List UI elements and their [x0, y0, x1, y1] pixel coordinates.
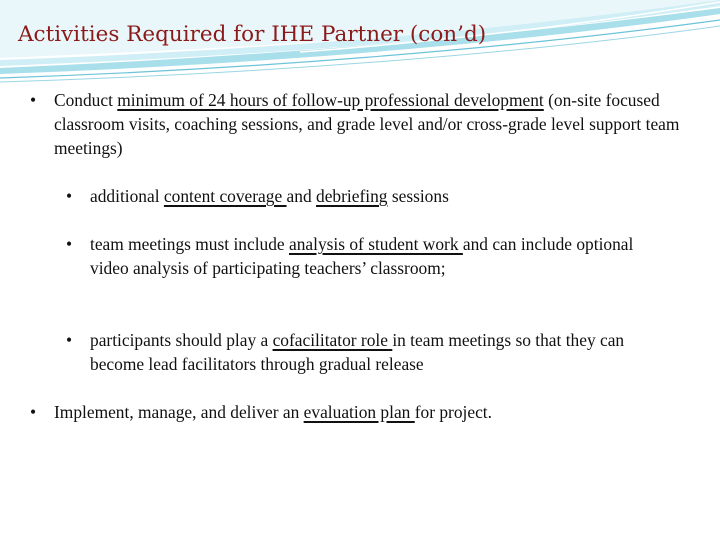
item-text: (on-site focused classroom visits, coaching sessions, and grade level and/or cross-grade level support team meetings) — [54, 90, 680, 158]
item-underlined-text: content coverage — [163, 186, 287, 206]
item-text: Implement, manage, and deliver an — [54, 402, 304, 422]
item-underlined-text: minimum of 24 hours of follow-up professional development — [117, 90, 544, 110]
item-text: Conduct — [54, 90, 118, 110]
slide-title: Activities Required for IHE Partner (con’d) — [18, 22, 487, 47]
item-text: in team meetings so that they can become lead facilitators through gradual release — [90, 330, 625, 374]
bullet-item-content-coverage — [66, 184, 670, 208]
bullet-marker: • — [66, 186, 73, 206]
item-underlined-text: cofacilitator role — [272, 330, 393, 350]
item-text: participants should play a — [90, 330, 273, 350]
item-text: additional — [90, 186, 164, 206]
bullet-marker: • — [66, 234, 73, 254]
bullet-marker: • — [30, 90, 37, 110]
item-text: for project. — [414, 402, 492, 422]
bullet-marker: • — [66, 330, 73, 350]
bullet-item-professional-development — [30, 88, 684, 160]
bullet-item-team-meetings — [66, 232, 670, 280]
item-text: and — [286, 186, 317, 206]
bullet-marker: • — [30, 402, 37, 422]
item-underlined-text: analysis of student work — [288, 234, 463, 254]
item-text: and can include optional video analysis of participating teachers’ classroom; — [90, 234, 634, 278]
item-underlined-text: debriefing — [316, 186, 388, 206]
bullet-item-evaluation-plan — [30, 400, 684, 424]
item-text: sessions — [387, 186, 449, 206]
item-underlined-text: evaluation plan — [303, 402, 415, 422]
item-text: team meetings must include — [90, 234, 289, 254]
bullet-item-participants — [66, 328, 670, 376]
